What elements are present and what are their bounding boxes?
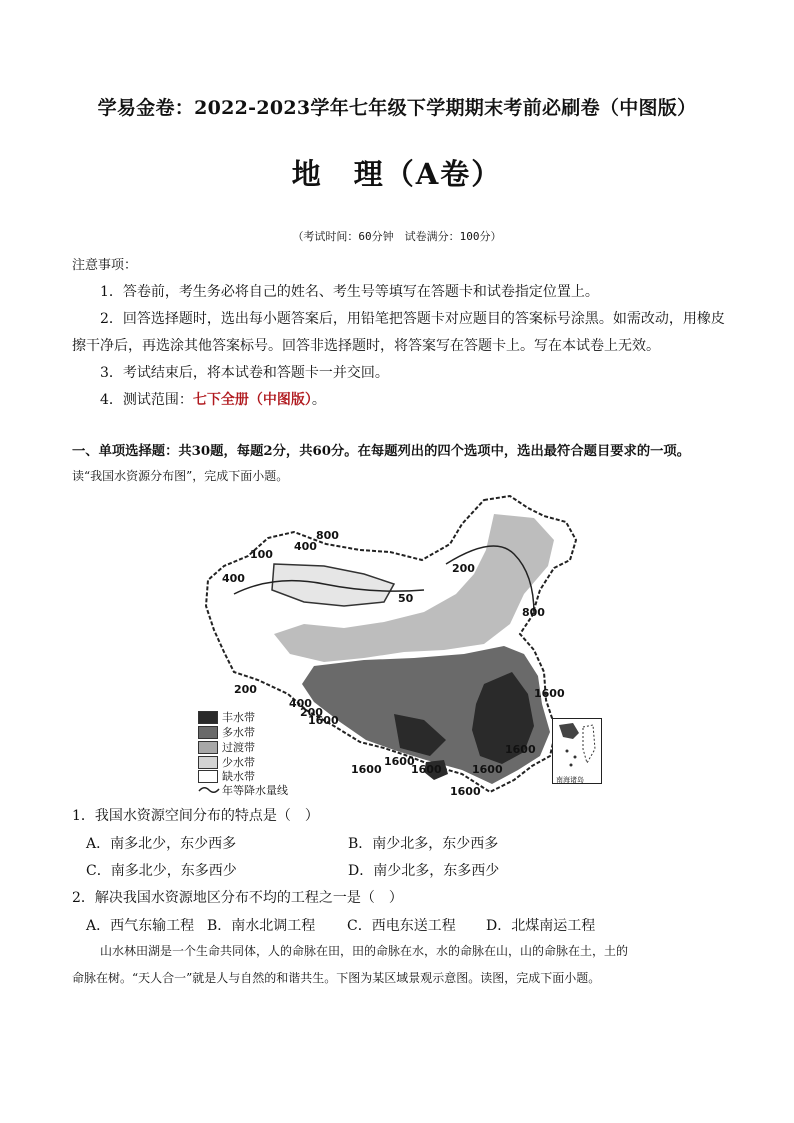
legend-swatch — [198, 756, 218, 769]
contour-label: 100 — [250, 548, 273, 561]
isohyet-icon — [198, 785, 220, 795]
legend-label: 年等降水量线 — [222, 784, 288, 797]
legend-item — [198, 739, 255, 755]
legend-swatch — [198, 770, 218, 783]
legend-swatch — [198, 711, 218, 724]
q1-option-b: B．南少北多，东少西多 — [348, 836, 499, 852]
legend-label: 缺水带 — [222, 770, 255, 783]
q1-option-d: D．南少北多，东多西少 — [348, 863, 500, 879]
notice-title: 注意事项： — [72, 258, 138, 273]
contour-label: 1600 — [351, 763, 382, 776]
contour-label: 400 — [294, 540, 317, 553]
contour-label: 800 — [316, 529, 339, 542]
notice-1: 1．答卷前，考生务必将自己的姓名、考生号等填写在答题卡和试卷指定位置上。 — [100, 284, 599, 300]
notice-2: 2．回答选择题时，选出每小题答案后，用铅笔把答题卡对应题目的答案标号涂黑。如需改动，用橡皮 — [100, 311, 725, 327]
legend-item — [198, 724, 255, 740]
water-resource-map — [194, 494, 606, 798]
section-heading: 一、单项选择题：共30题，每题2分，共60分。在每题列出的四个选项中，选出最符合题目要求的一项。 — [72, 444, 691, 459]
question-1-stem: 1．我国水资源空间分布的特点是（ ） — [72, 808, 319, 824]
q2-option-b: B．南水北调工程 — [207, 918, 316, 934]
contour-label: 200 — [234, 683, 257, 696]
contour-label: 1600 — [450, 785, 481, 798]
contour-label: 1600 — [505, 743, 536, 756]
legend-swatch — [198, 726, 218, 739]
contour-label: 1600 — [472, 763, 503, 776]
q1-option-a: A．南多北少，东少西多 — [86, 836, 237, 852]
contour-label: 200 — [452, 562, 475, 575]
inset-map — [553, 719, 601, 773]
contour-label: 200 — [300, 706, 323, 719]
contour-label: 800 — [522, 606, 545, 619]
contour-label: 1600 — [411, 763, 442, 776]
contour-label: 400 — [289, 697, 312, 710]
q2-option-d: D．北煤南运工程 — [486, 918, 596, 934]
inset-label: 南海诸岛 — [556, 776, 584, 784]
contour-label: 1600 — [534, 687, 565, 700]
contour-label: 1600 — [308, 714, 339, 727]
intro-text-2-line1: 山水林田湖是一个生命共同体，人的命脉在田，田的命脉在水，水的命脉在山，山的命脉在土，土的 — [100, 944, 629, 958]
title-sub: （A卷） — [384, 157, 503, 191]
legend-label: 多水带 — [222, 726, 255, 739]
legend-item — [198, 782, 288, 798]
notice-4-prefix: 4．测试范围： — [100, 392, 193, 408]
intro-text-1: 读“我国水资源分布图”，完成下面小题。 — [72, 469, 289, 483]
exam-info: （考试时间：60分钟 试卷满分：100分） — [292, 230, 502, 243]
notice-4-range: 七下全册（中图版） — [192, 392, 312, 408]
contour-label: 1600 — [384, 755, 415, 768]
paper-header: 学易金卷：2022-2023学年七年级下学期期末考前必刷卷（中图版） — [97, 97, 697, 119]
q1-option-c: C．南多北少，东多西少 — [86, 863, 237, 879]
paper-title — [0, 152, 794, 193]
notice-4 — [100, 389, 326, 409]
contour-label: 50 — [398, 592, 414, 605]
notice-2-cont: 擦干净后，再选涂其他答案标号。回答非选择题时，将答案写在答题卡上。写在本试卷上无效。 — [72, 338, 660, 354]
q2-option-a: A．西气东输工程 — [86, 918, 195, 934]
legend-label: 丰水带 — [222, 711, 255, 724]
notice-3: 3．考试结束后，将本试卷和答题卡一并交回。 — [100, 365, 389, 381]
legend-item — [198, 709, 255, 725]
question-2-stem: 2．解决我国水资源地区分布不均的工程之一是（ ） — [72, 890, 403, 906]
q2-option-c: C．西电东送工程 — [347, 918, 456, 934]
legend-swatch — [198, 741, 218, 754]
title-main: 地 理 — [291, 157, 385, 191]
contour-label: 400 — [222, 572, 245, 585]
legend-label: 过渡带 — [222, 741, 255, 754]
notice-4-suffix: 。 — [311, 392, 326, 408]
legend-label: 少水带 — [222, 756, 255, 769]
intro-text-2-line2: 命脉在树。“天人合一”就是人与自然的和谐共生。下图为某区域景观示意图。读图，完成下面小题。 — [72, 971, 601, 985]
